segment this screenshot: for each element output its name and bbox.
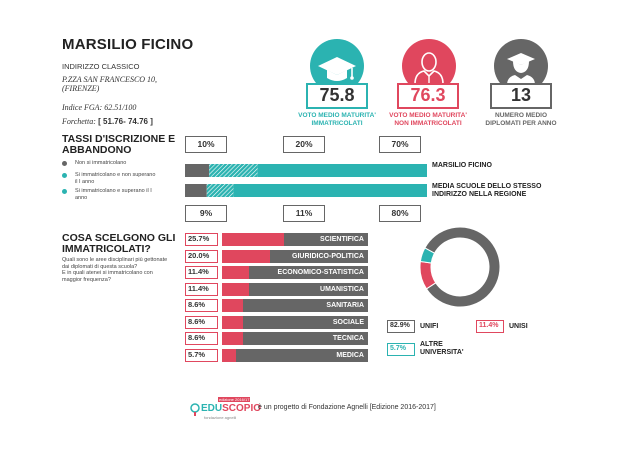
area-bar [222,316,243,329]
stat-immatricolati-caption: VOTO MEDIO MATURITA' IMMATRICOLATI [298,112,376,127]
areas-title: COSA SCELGONO GLI IMMATRICOLATI? [62,232,176,255]
donut-slice-unisi [420,261,436,288]
altre-pct: 5.7% [387,343,415,356]
stat-diplomati-value: 13 [490,83,552,109]
region-bar-superano [233,184,427,197]
region-pct-superano: 80% [379,205,421,222]
area-name: TECNICA [332,335,364,342]
area-name: SCIENTIFICA [320,236,364,243]
area-name: SOCIALE [332,319,364,326]
universities-donut [418,225,502,309]
legend-dot-gray [62,161,67,166]
area-row [222,266,368,279]
school-name: MARSILIO FICINO [62,36,194,53]
area-pct: 8.6% [185,316,218,329]
area-name: GIURIDICO-POLITICA [292,253,364,260]
region-bar-label: MEDIA SCUOLE DELLO STESSO INDIRIZZO NELLA REGIONE [432,183,542,198]
stat-non-immatricolati-caption: VOTO MEDIO MATURITA' NON IMMATRICOLATI [389,112,467,127]
school-pct-non-superano: 20% [283,136,325,153]
legend-superano: Si immatricolano e superano il I anno [75,188,152,201]
area-name: SANITARIA [326,302,364,309]
region-pct-non-immatricolati: 9% [185,205,227,222]
school-bar-non-immatricolati [185,164,209,177]
area-pct: 5.7% [185,349,218,362]
area-bar [222,233,284,246]
legend-non-superano: Si immatricolano e non superano il I anno [75,172,156,185]
unisi-pct: 11.4% [476,320,504,333]
region-pct-non-superano: 11% [283,205,325,222]
area-pct: 8.6% [185,299,218,312]
area-pct: 20.0% [185,250,218,263]
school-pct-superano: 70% [379,136,421,153]
area-bar [222,250,270,263]
fga-range [62,117,153,126]
area-row [222,349,368,362]
school-address: P.ZZA SAN FRANCESCO 10, [62,75,158,84]
eduscopio-logo-icon [190,403,200,417]
legend-dot-teal [62,189,67,194]
legend-non-immatricolati: Non si immatricolano [75,160,127,166]
area-name: ECONOMICO-STATISTICA [277,269,364,276]
enrollment-bars [185,160,427,200]
school-track: INDIRIZZO CLASSICO [62,62,140,71]
school-bar-label: MARSILIO FICINO [432,162,492,169]
school-pct-non-immatricolati: 10% [185,136,227,153]
area-bar [222,332,243,345]
logo-edition-tag: edizione 2016/17 [219,397,250,402]
area-pct: 11.4% [185,266,218,279]
region-bar-non-superano [207,184,234,197]
altre-label: ALTRE UNIVERSITA' [420,341,464,356]
area-pct: 11.4% [185,283,218,296]
logo-subtitle: fondazione agnelli [204,415,237,420]
school-bar-superano [258,164,427,177]
school-bar-non-superano [209,164,257,177]
enrollment-title: TASSI D'ISCRIZIONE E ABBANDONO [62,133,176,156]
area-row [222,332,368,345]
stat-non-immatricolati-value: 76.3 [397,83,459,109]
area-bar [222,266,249,279]
unifi-label: UNIFI [420,323,439,330]
area-name: MEDICA [336,352,364,359]
legend-dot-teal-hatched [62,173,67,178]
fga-range-value: [ 51.76- 74.76 ] [98,117,153,126]
areas-description: Quali sono le aree disciplinari più gettonate dai diplomati di questa scuola? E in quali atenei si immatricolano con maggior frequenza? [62,257,168,283]
fga-index: Indice FGA: 62.51/100 [62,103,137,112]
donut-slice-unifi [425,227,500,307]
area-pct: 8.6% [185,332,218,345]
region-bar-non-immatricolati [185,184,207,197]
unifi-pct: 82.9% [387,320,415,333]
area-row [222,299,368,312]
fga-range-label: Forchetta: [62,117,96,126]
area-bar [222,299,243,312]
school-city: (FIRENZE) [62,84,100,93]
area-row [222,233,368,246]
area-name: UMANISTICA [320,286,364,293]
area-bar [222,283,249,296]
stat-immatricolati-value: 75.8 [306,83,368,109]
logo-wordmark: EDUSCOPIO [201,403,262,414]
eduscopio-logo[interactable] [190,397,262,424]
area-row [222,316,368,329]
unisi-label: UNISI [509,323,528,330]
area-pct: 25.7% [185,233,218,246]
area-bar [222,349,236,362]
area-row [222,250,368,263]
area-row [222,283,368,296]
footer-text: è un progetto di Fondazione Agnelli [Edizione 2016-2017] [258,404,436,411]
stat-diplomati-caption: NUMERO MEDIO DIPLOMATI PER ANNO [485,112,557,127]
